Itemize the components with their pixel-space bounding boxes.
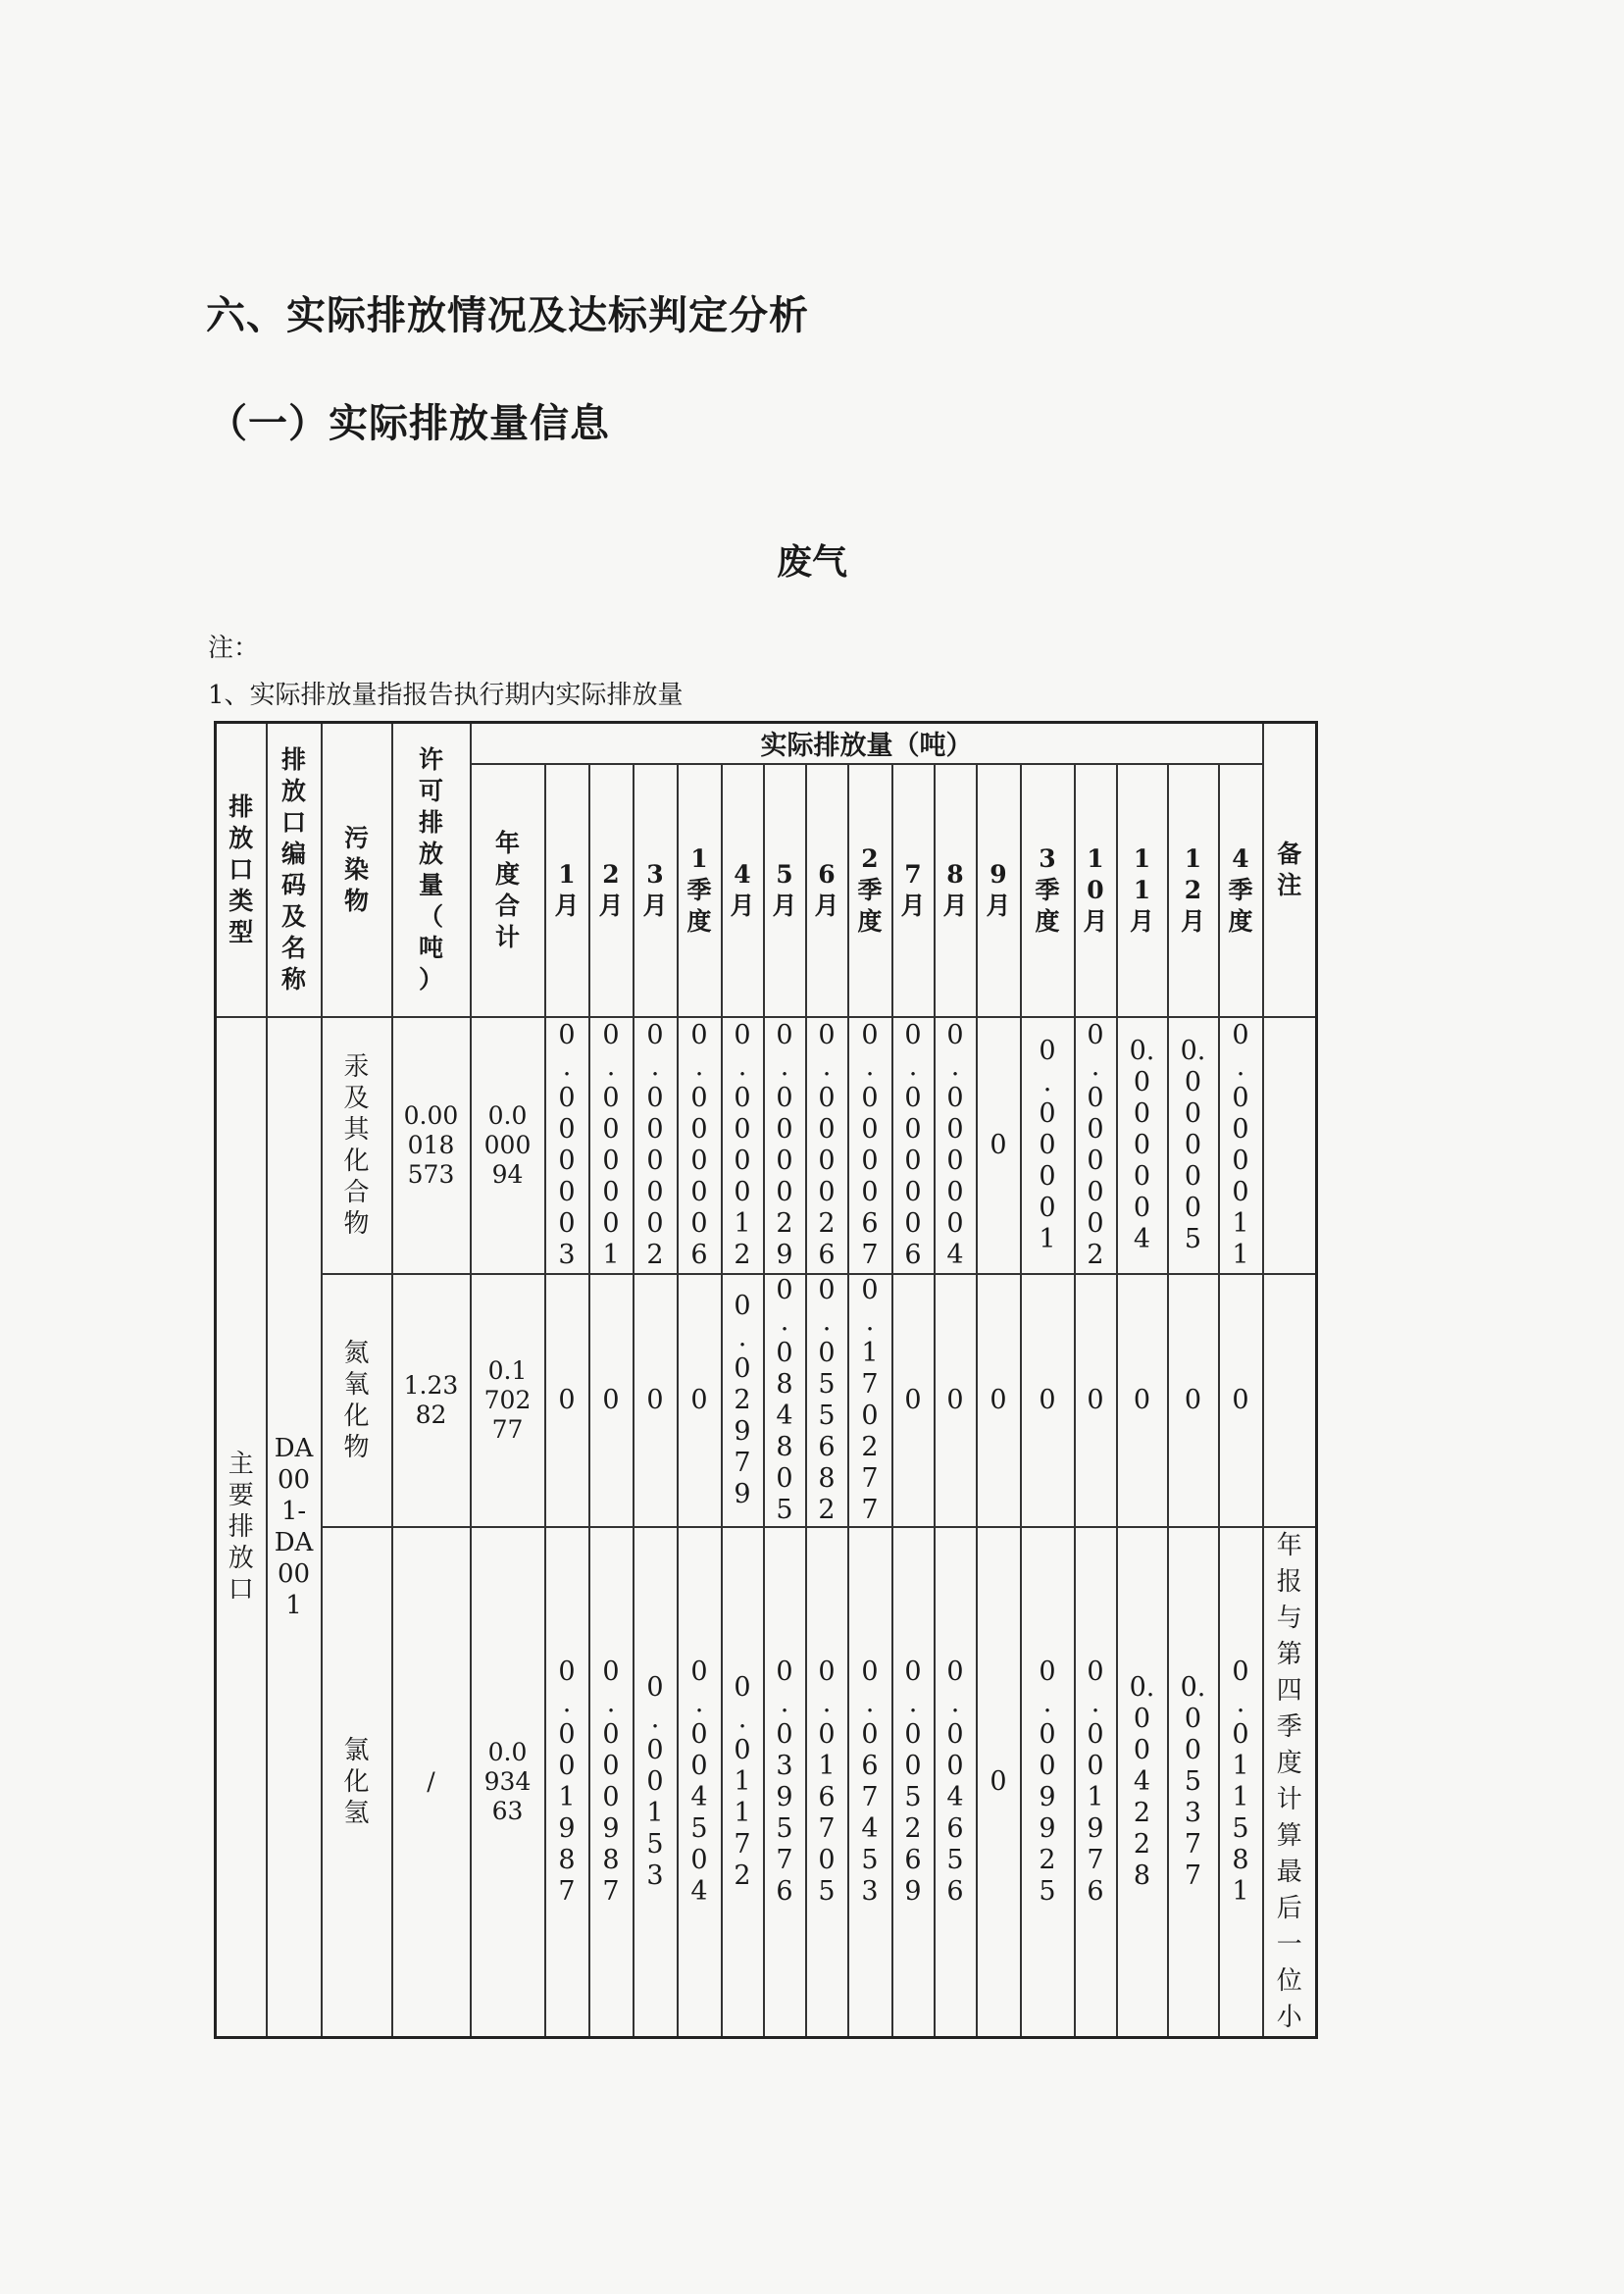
value-cell: 0 . 0 0 0 0 0 6 — [678, 1017, 722, 1274]
value-cell: 0 . 0 2 9 7 9 — [722, 1274, 764, 1527]
header-m7: 7 月 — [892, 764, 935, 1017]
value-cell: 0 . 0 0 0 9 8 7 — [589, 1527, 634, 2038]
value-cell: 0 . 0 3 9 5 7 6 — [764, 1527, 806, 2038]
value-cell: 0 — [935, 1274, 977, 1527]
header-remark: 备 注 — [1263, 723, 1317, 1017]
value-cell: 0 . 0 0 1 9 7 6 — [1075, 1527, 1117, 2038]
value-cell: 0. 0 0 0 0 0 4 — [1117, 1017, 1168, 1274]
header-m11: 1 1 月 — [1117, 764, 1168, 1017]
value-cell: 0 — [1219, 1274, 1263, 1527]
header-q1: 1 季 度 — [678, 764, 722, 1017]
remark-cell — [1263, 1017, 1317, 1274]
value-cell: 0 . 0 0 0 0 0 3 — [545, 1017, 589, 1274]
note-item-1: 1、实际排放量指报告执行期内实际排放量 — [208, 681, 684, 710]
annual-cell: 0.1 702 77 — [471, 1274, 545, 1527]
section-heading: 六、实际排放情况及达标判定分析 — [206, 293, 809, 338]
value-cell: 0 . 0 0 0 0 6 7 — [848, 1017, 892, 1274]
value-cell: 0 . 0 0 0 0 1 1 — [1219, 1017, 1263, 1274]
value-cell: 0 . 0 0 0 0 1 — [1021, 1017, 1075, 1274]
value-cell: 0 — [1117, 1274, 1168, 1527]
header-m10: 1 0 月 — [1075, 764, 1117, 1017]
annual-cell: 0.0 934 63 — [471, 1527, 545, 2038]
header-annual: 年 度 合 计 — [471, 764, 545, 1017]
value-cell: 0 . 0 8 4 8 0 5 — [764, 1274, 806, 1527]
value-cell: 0 . 0 1 1 5 8 1 — [1219, 1527, 1263, 2038]
value-cell: 0 . 0 1 1 7 2 — [722, 1527, 764, 2038]
header-outlet-type: 排 放 口 类 型 — [216, 723, 267, 1017]
value-cell: 0 . 0 0 0 0 0 1 — [589, 1017, 634, 1274]
note-label: 注： — [208, 634, 260, 663]
header-row-1 — [216, 723, 1317, 764]
value-cell: 0 — [678, 1274, 722, 1527]
table-row — [216, 1274, 1317, 1527]
value-cell: 0 . 0 0 4 6 5 6 — [935, 1527, 977, 2038]
header-q4: 4 季 度 — [1219, 764, 1263, 1017]
pollutant-cell: 汞 及 其 化 合 物 — [322, 1017, 392, 1274]
value-cell: 0 . 0 0 0 0 0 6 — [892, 1017, 935, 1274]
header-q3: 3 季 度 — [1021, 764, 1075, 1017]
outlet-type-cell: 主 要 排 放 口 — [216, 1017, 267, 2038]
value-cell: 0 . 0 0 0 0 2 9 — [764, 1017, 806, 1274]
remark-cell: 年 报 与 第 四 季 度 计 算 最 后 一 位 小 — [1263, 1527, 1317, 2038]
table-title: 废气 — [776, 542, 847, 583]
annual-cell: 0.0 000 94 — [471, 1017, 545, 1274]
permit-cell: / — [392, 1527, 471, 2038]
value-cell: 0 . 0 0 0 0 0 4 — [935, 1017, 977, 1274]
value-cell: 0 . 0 0 0 0 0 2 — [1075, 1017, 1117, 1274]
header-permit: 许 可 排 放 量 （ 吨 ） — [392, 723, 471, 1017]
emission-table — [214, 721, 1318, 2039]
value-cell: 0. 0 0 4 2 2 8 — [1117, 1527, 1168, 2038]
subsection-heading: （一）实际排放量信息 — [208, 401, 610, 446]
value-cell: 0 . 0 0 0 0 0 2 — [634, 1017, 678, 1274]
header-m4: 4 月 — [722, 764, 764, 1017]
header-m12: 1 2 月 — [1168, 764, 1219, 1017]
table-row — [216, 1017, 1317, 1274]
header-m8: 8 月 — [935, 764, 977, 1017]
header-m6: 6 月 — [806, 764, 848, 1017]
value-cell: 0 . 0 1 6 7 0 5 — [806, 1527, 848, 2038]
value-cell: 0 . 0 0 0 0 1 2 — [722, 1017, 764, 1274]
value-cell: 0 — [545, 1274, 589, 1527]
permit-cell: 0.00 018 573 — [392, 1017, 471, 1274]
table-row — [216, 1527, 1317, 2038]
header-m3: 3 月 — [634, 764, 678, 1017]
value-cell: 0 . 0 0 9 9 2 5 — [1021, 1527, 1075, 2038]
value-cell: 0 . 0 6 7 4 5 3 — [848, 1527, 892, 2038]
permit-cell: 1.23 82 — [392, 1274, 471, 1527]
header-m2: 2 月 — [589, 764, 634, 1017]
value-cell: 0. 0 0 5 3 7 7 — [1168, 1527, 1219, 2038]
value-cell: 0 . 0 0 1 9 8 7 — [545, 1527, 589, 2038]
header-m1: 1 月 — [545, 764, 589, 1017]
header-m5: 5 月 — [764, 764, 806, 1017]
pollutant-cell: 氮 氧 化 物 — [322, 1274, 392, 1527]
pollutant-cell: 氯 化 氢 — [322, 1527, 392, 2038]
value-cell: 0 . 0 5 5 6 8 2 — [806, 1274, 848, 1527]
remark-cell — [1263, 1274, 1317, 1527]
value-cell: 0 . 1 7 0 2 7 7 — [848, 1274, 892, 1527]
value-cell: 0 . 0 0 5 2 6 9 — [892, 1527, 935, 2038]
value-cell: 0 . 0 0 0 0 2 6 — [806, 1017, 848, 1274]
value-cell: 0 — [977, 1527, 1021, 2038]
value-cell: 0 — [1021, 1274, 1075, 1527]
value-cell: 0 — [634, 1274, 678, 1527]
value-cell: 0 — [892, 1274, 935, 1527]
value-cell: 0 — [1168, 1274, 1219, 1527]
value-cell: 0 . 0 0 1 5 3 — [634, 1527, 678, 2038]
value-cell: 0 — [977, 1274, 1021, 1527]
header-pollutant: 污 染 物 — [322, 723, 392, 1017]
header-actual-emission: 实际排放量（吨） — [471, 723, 1263, 764]
value-cell: 0 — [977, 1017, 1021, 1274]
header-q2: 2 季 度 — [848, 764, 892, 1017]
value-cell: 0. 0 0 0 0 0 5 — [1168, 1017, 1219, 1274]
value-cell: 0 — [589, 1274, 634, 1527]
value-cell: 0 . 0 0 4 5 0 4 — [678, 1527, 722, 2038]
header-m9: 9 月 — [977, 764, 1021, 1017]
outlet-code-cell: DA 00 1- DA 00 1 — [267, 1017, 322, 2038]
value-cell: 0 — [1075, 1274, 1117, 1527]
header-outlet-code: 排 放 口 编 码 及 名 称 — [267, 723, 322, 1017]
